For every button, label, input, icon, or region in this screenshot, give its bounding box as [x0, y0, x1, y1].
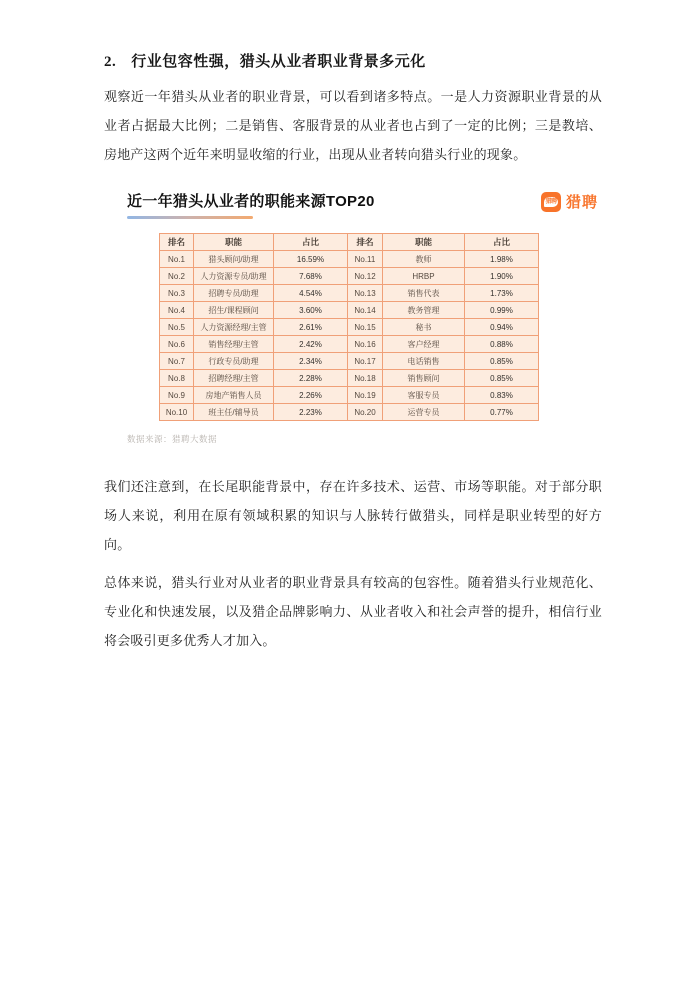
table-cell: 教师	[383, 251, 465, 268]
table-cell: No.3	[160, 285, 194, 302]
table-cell: 教务管理	[383, 302, 465, 319]
table-cell: No.20	[348, 404, 383, 421]
table-cell: 0.94%	[465, 319, 539, 336]
table-cell: No.4	[160, 302, 194, 319]
table-cell: 行政专员/助理	[194, 353, 274, 370]
table-cell: 人力资源专员/助理	[194, 268, 274, 285]
table-cell: 4.54%	[274, 285, 348, 302]
liepin-logo-icon	[541, 192, 561, 212]
top20-table	[159, 233, 539, 421]
table-cell: No.15	[348, 319, 383, 336]
table-cell: No.14	[348, 302, 383, 319]
table-cell: 2.61%	[274, 319, 348, 336]
table-row	[160, 404, 539, 421]
paragraph-3: 总体来说，猎头行业对从业者的职业背景具有较高的包容性。随着猎头行业规范化、专业化和快速发展，以及猎企品牌影响力、从业者收入和社会声誉的提升，相信行业将会吸引更多优秀人才加入。	[104, 575, 602, 648]
table-cell: 16.59%	[274, 251, 348, 268]
table-cell: No.19	[348, 387, 383, 404]
table-cell: 招聘专员/助理	[194, 285, 274, 302]
figure-title: 近一年猎头从业者的职能来源TOP20	[127, 193, 375, 210]
table-cell: 0.85%	[465, 370, 539, 387]
section-number: 2.	[104, 54, 117, 70]
table-cell: 7.68%	[274, 268, 348, 285]
table-cell: 班主任/辅导员	[194, 404, 274, 421]
table-cell: 2.23%	[274, 404, 348, 421]
table-cell: 2.28%	[274, 370, 348, 387]
table-cell: No.17	[348, 353, 383, 370]
table-header-cell: 排名	[160, 234, 194, 251]
table-row	[160, 319, 539, 336]
table-cell: 0.85%	[465, 353, 539, 370]
table-cell: 1.90%	[465, 268, 539, 285]
table-row	[160, 285, 539, 302]
table-cell: 2.34%	[274, 353, 348, 370]
title-underline-accent	[127, 216, 253, 219]
table-row	[160, 268, 539, 285]
table-cell: 1.73%	[465, 285, 539, 302]
section-title: 行业包容性强，猎头从业者职业背景多元化	[131, 54, 426, 70]
table-row	[160, 251, 539, 268]
table-cell: 0.88%	[465, 336, 539, 353]
table-cell: No.5	[160, 319, 194, 336]
table-cell: 客户经理	[383, 336, 465, 353]
table-cell: 3.60%	[274, 302, 348, 319]
table-header-cell: 占比	[274, 234, 348, 251]
table-cell: 销售代表	[383, 285, 465, 302]
logo-bubble-text: 猎聘	[545, 198, 557, 205]
table-cell: 秘书	[383, 319, 465, 336]
table-cell: 运营专员	[383, 404, 465, 421]
table-cell: No.7	[160, 353, 194, 370]
table-cell: No.2	[160, 268, 194, 285]
table-cell: 2.26%	[274, 387, 348, 404]
table-cell: No.12	[348, 268, 383, 285]
table-cell: 销售顾问	[383, 370, 465, 387]
table-row	[160, 387, 539, 404]
figure-top20	[104, 190, 602, 445]
table-cell: 0.83%	[465, 387, 539, 404]
table-cell: 0.77%	[465, 404, 539, 421]
table-header-cell: 职能	[194, 234, 274, 251]
table-header-row	[160, 234, 539, 251]
table-cell: No.10	[160, 404, 194, 421]
table-row	[160, 353, 539, 370]
figure-title-wrap	[127, 190, 375, 219]
table-row	[160, 302, 539, 319]
table-header-cell: 占比	[465, 234, 539, 251]
chat-bubble-icon	[544, 197, 558, 207]
table-cell: 人力资源经理/主管	[194, 319, 274, 336]
table-row	[160, 336, 539, 353]
table-cell: 招聘经理/主管	[194, 370, 274, 387]
table-cell: 猎头顾问/助理	[194, 251, 274, 268]
table-cell: 招生/课程顾问	[194, 302, 274, 319]
data-source-note: 数据来源：猎聘大数据	[127, 434, 218, 444]
table-cell: No.16	[348, 336, 383, 353]
top20-table-body	[160, 251, 539, 421]
table-cell: 1.98%	[465, 251, 539, 268]
liepin-logo	[541, 191, 598, 212]
table-cell: 2.42%	[274, 336, 348, 353]
table-cell: No.18	[348, 370, 383, 387]
figure-header	[104, 190, 602, 219]
table-cell: 房地产销售人员	[194, 387, 274, 404]
paragraph-2: 我们还注意到，在长尾职能背景中，存在许多技术、运营、市场等职能。对于部分职场人来说，利用在原有领域积累的知识与人脉转行做猎头，同样是职业转型的好方向。	[104, 479, 602, 552]
table-header-cell: 职能	[383, 234, 465, 251]
table-cell: HRBP	[383, 268, 465, 285]
table-cell: No.11	[348, 251, 383, 268]
table-cell: 电话销售	[383, 353, 465, 370]
paragraph-1: 观察近一年猎头从业者的职业背景，可以看到诸多特点。一是人力资源职业背景的从业者占据最大比例；二是销售、客服背景的从业者也占到了一定的比例；三是教培、房地产这两个近年来明显收缩的行业，出现从业者转向猎头行业的现象。	[104, 89, 602, 162]
table-cell: No.13	[348, 285, 383, 302]
table-cell: No.1	[160, 251, 194, 268]
table-cell: 销售经理/主管	[194, 336, 274, 353]
table-cell: No.9	[160, 387, 194, 404]
table-cell: 客服专员	[383, 387, 465, 404]
table-row	[160, 370, 539, 387]
section-heading	[104, 50, 602, 75]
liepin-logo-text: 猎聘	[565, 194, 598, 211]
table-header-cell: 排名	[348, 234, 383, 251]
table-cell: 0.99%	[465, 302, 539, 319]
table-cell: No.6	[160, 336, 194, 353]
table-cell: No.8	[160, 370, 194, 387]
